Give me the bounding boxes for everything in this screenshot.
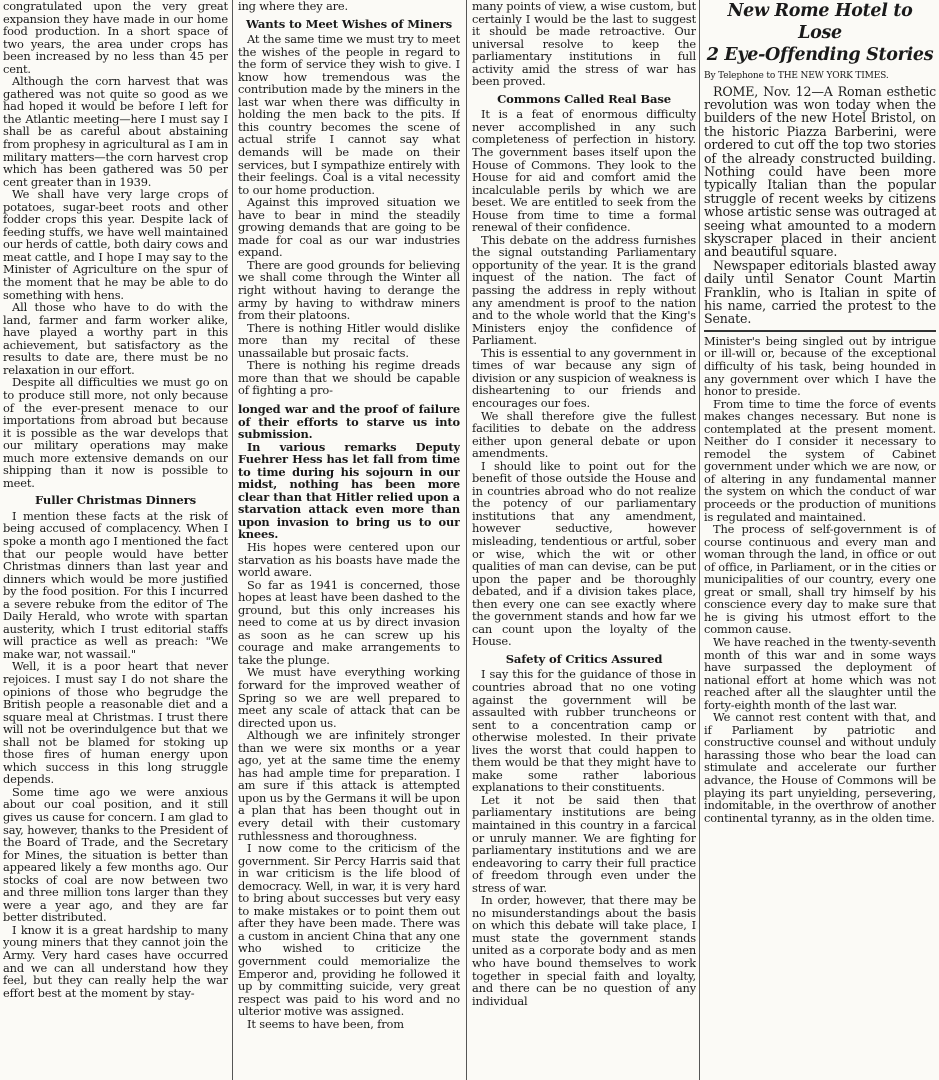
- column-3: [472, 0, 696, 1080]
- column-rule: [699, 0, 700, 1080]
- paragraph: All those who have to do with the land, farmer and farm worker alike, have played a worthy part in this achievement, but satisfactory as the results to date are, there must be no relaxation in our effort.: [3, 300, 228, 377]
- paragraph: Against this improved situation we have to bear in mind the steadily growing demands that are going to be made for coal as our war industries expand.: [238, 195, 460, 260]
- paragraph: This is essential to any government in times of war because any sign of division or any suspicion of weakness is disheartening to our friends and encourages our foes.: [472, 345, 696, 410]
- headline-line-1: New Rome Hotel to Lose: [727, 1, 913, 43]
- paragraph: Well, it is a poor heart that never rejoices. I must say I do not share the opinions of those who begrudge the British people a reasonable diet and a square meal at Christmas. I trust there will not be overindulgence but that we shall not be blamed for stoking up those fires of human energy upon which success in this long struggle depends.: [3, 659, 228, 787]
- paragraph: This debate on the address furnishes the signal outstanding Parliamentary opportunity of the year. It is the grand inquest of the nation. The fact of passing the address in reply without any amendment is proof to the nation and to the whole world that the King's Ministers enjoy the confidence of Parliament.: [472, 232, 696, 348]
- paragraph: We shall therefore give the fullest facilities to debate on the address either upon general debate or upon amendments.: [472, 408, 696, 461]
- paragraph: Although the corn harvest that was gathered was not quite so good as we had hoped it would be before I left for the Atlantic meeting—here I must say I shall be as careful about abstaining from prophesy in agricultural as I am in military matters—the corn harvest crop which has been gathered was 50 per cent greater than in 1939.: [3, 74, 228, 189]
- column-4: [704, 0, 936, 1080]
- paragraph: So far as 1941 is concerned, those hopes at least have been dashed to the ground, but this only increases his need to come at us by direct invasion as soon as he can screw up his courage and make arrangements to take the plunge.: [238, 577, 460, 667]
- paragraph: I now come to the criticism of the government. Sir Percy Harris said that in war criticism is the life blood of democracy. Well, in war, it is very hard to bring about successes but very easy to make mistakes or to point them out after they have been made. There was a custom in ancient China that any one who wished to criticize the government could memorialize the Emperor and, providing he followed it up by committing suicide, very great respect was paid to his word and no ulterior motive was assigned.: [238, 841, 460, 1019]
- paragraph: Let it not be said then that parliamentary institutions are being maintained in this country in a farcical or unruly manner. We are fighting for parliamentary institutions and we are endeavoring to carry their full practice of freedom through even under the stress of war.: [472, 792, 696, 895]
- paragraph: Some time ago we were anxious about our coal position, and it still gives us cause for concern. I am glad to say, however, thanks to the President of the Board of Trade, and the Secretary for Mines, the situation is better than appeared likely a few months ago. Our stocks of coal are now between two and three million tons larger than they were a year ago, and they are far better distributed.: [3, 784, 228, 925]
- headline-line-2: 2 Eye-Offending Stories: [706, 45, 934, 65]
- paragraph: longed war and the proof of failure of their efforts to starve us into submission.: [238, 401, 460, 442]
- paragraph: We must have everything working forward for the improved weather of Spring so we are well prepared to meet any scale of attack that can be directed upon us.: [238, 665, 460, 730]
- paragraph: It is a feat of enormous difficulty never accomplished in any such completeness of perfection in history. The government bases itself upon the House of Commons. They look to the House for aid and comfort amid the incalculable perils by which we are beset. We are entitled to seek from the House from time to time a formal renewal of their confidence.: [472, 107, 696, 235]
- column-2: [238, 0, 460, 1080]
- headline: [704, 0, 936, 66]
- paragraph: There is nothing Hitler would dislike more than my recital of these unassailable but prosaic facts.: [238, 320, 460, 360]
- column-rule: [232, 0, 233, 1080]
- paragraph: ROME, Nov. 12—A Roman esthetic revolution was won today when the builders of the new Hotel Bristol, on the historic Piazza Barberini, were ordered to cut off the top two stories of the already constructed building. Nothing could have been more typically Italian than the popular struggle of recent weeks by citizens whose artistic sense was outraged at seeing what amounted to a modern skyscraper placed in their ancient and beautiful square.: [704, 83, 936, 260]
- column-1: [3, 0, 228, 1080]
- subheading: Safety of Critics Assured: [505, 651, 663, 666]
- subheading: Wants to Meet Wishes of Miners: [245, 16, 453, 31]
- paragraph: At the same time we must try to meet the wishes of the people in regard to the form of service they wish to give. I know how tremendous was the contribution made by the miners in the last war when there was difficulty in holding the men back to the pits. If this country becomes the scene of actual strife I cannot say what demands will be made on their services, but I sympathize entirely with their feelings. Coal is a vital necessity to our home production.: [238, 32, 460, 197]
- paragraph: I mention these facts at the risk of being accused of complacency. When I spoke a month ago I mentioned the fact that our people would have better Christmas dinners than last year and dinners which would be more justified by the food position. For this I incurred a severe rebuke from the editor of The Daily Herald, who wrote with spartan austerity, which I trust editorial staffs will practice as well as preach: "We make war, not wassail.": [3, 508, 228, 661]
- paragraph: In order, however, that there may be no misunderstandings about the basis on which this debate will take place, I must state the government stands united as a corporate body and as men who have bound themselves to work together in special faith and loyalty, and there can be no question of any individual: [472, 893, 696, 1008]
- paragraph: Newspaper editorials blasted away daily until Senator Count Martin Franklin, who is Italian in spite of his name, carried the protest to the Senate.: [704, 257, 936, 327]
- paragraph: I should like to point out for the benefit of those outside the House and in countries abroad who do not realize the potency of our parliamentary institutions that any amendment, however seductive, however misleading, tendentious or artful, sober or wise, which the wit or other qualities of man can devise, can be put upon the paper and be thoroughly debated, and if a division takes place, then every one can see exactly where the government stands and how far we can count upon the loyalty of the House.: [472, 458, 696, 649]
- paragraph: From time to time the force of events makes changes necessary. But none is contemplated at the present moment. Neither do I consider it necessary to remodel the system of Cabinet government under which we are now, or of altering in any fundamental manner the system on which the conduct of war proceeds or the production of munitions is regulated and maintained.: [704, 396, 936, 524]
- paragraph: There are good grounds for believing we shall come through the Winter all right without having to derange the army by having to withdraw miners from their platoons.: [238, 257, 460, 323]
- paragraph: Minister's being singled out by intrigue or ill-will or, because of the exceptional difficulty of his task, being hounded in any government over which I have the honor to preside.: [704, 333, 936, 399]
- paragraph: I say this for the guidance of those in countries abroad that no one voting against the government will be assaulted with rubber truncheons or sent to a concentration camp or otherwise molested. In their private lives the worst that could happen to them would be that they might have to make some rather laborious explanations to their constituents.: [472, 667, 696, 795]
- paragraph: His hopes were centered upon our starvation as his boasts have made the world aware.: [238, 539, 460, 580]
- paragraph: We cannot rest content with that, and if Parliament by patriotic and constructive counsel and without unduly harassing those who bear the load can stimulate and accelerate our further advance, the House of Commons will be playing its part unyielding, persevering, indomitable, in the overthrow of another continental tyranny, as in the olden time.: [704, 710, 936, 825]
- dateline: By Telephone to THE NEW YORK TIMES.: [704, 71, 889, 81]
- paragraph: There is nothing his regime dreads more than that we should be capable of fighting a pro-: [238, 358, 460, 398]
- paragraph: congratulated upon the very great expansion they have made in our home food production. In a short space of two years, the area under crops has been increased by no less than 45 per cent.: [3, 0, 228, 76]
- paragraph: It seems to have been, from: [247, 1016, 404, 1031]
- paragraph: Despite all difficulties we must go on to produce still more, not only because of the ever-present menace to our importations from abroad but because it is possible as the war develops that our military operations may make much more extensive demands on our shipping than it now is possible to meet.: [3, 375, 228, 490]
- paragraph: ing where they are.: [238, 0, 348, 13]
- paragraph: We shall have very large crops of potatoes, sugar-beet roots and other fodder crops this year. Despite lack of feeding stuffs, we have well maintained our herds of cattle, both dairy cows and meat cattle, and I hope I may say to the Minister of Agriculture on the spur of the moment that he may be able to do something with hens.: [3, 187, 228, 302]
- paragraph: I know it is a great hardship to many young miners that they cannot join the Army. Very hard cases have occurred and we can all understand how they feel, but they can really help the war effort best at the moment by stay-: [3, 922, 228, 1000]
- subheading: Commons Called Real Base: [497, 91, 671, 106]
- paragraph: many points of view, a wise custom, but certainly I would be the last to suggest it should be made retroactive. Our universal resolve to keep the parliamentary institutions in full activity amid the stress of war has been proved.: [472, 0, 696, 89]
- subheading: Fuller Christmas Dinners: [35, 493, 196, 508]
- paragraph: Although we are infinitely stronger than we were six months or a year ago, yet at the same time the enemy has had ample time for preparation. I am sure if this attack is attempted upon us by the Germans it will be upon a plan that has been thought out in every detail with their customary ruthlessness and thoroughness.: [238, 728, 460, 843]
- column-rule: [466, 0, 467, 1080]
- paragraph: The process of self-government is of course continuous and every man and woman through the land, in office or out of office, in Parliament, or in the cities or municipalities of our country, every one great or small, shall try himself by his conscience every day to make sure that he is giving his utmost effort to the common cause.: [704, 522, 936, 637]
- paragraph: We have reached in the twenty-seventh month of this war and in some ways have surpassed the deployment of national effort at home which was not reached after all the slaughter until the forty-eighth month of the last war.: [704, 634, 936, 712]
- article-divider: [704, 330, 936, 332]
- paragraph: In various remarks Deputy Fuehrer Hess has let fall from time to time during his sojourn in our midst, nothing has been more clear than that Hitler relied upon a starvation attack even more than upon invasion to bring us to our knees.: [238, 439, 460, 542]
